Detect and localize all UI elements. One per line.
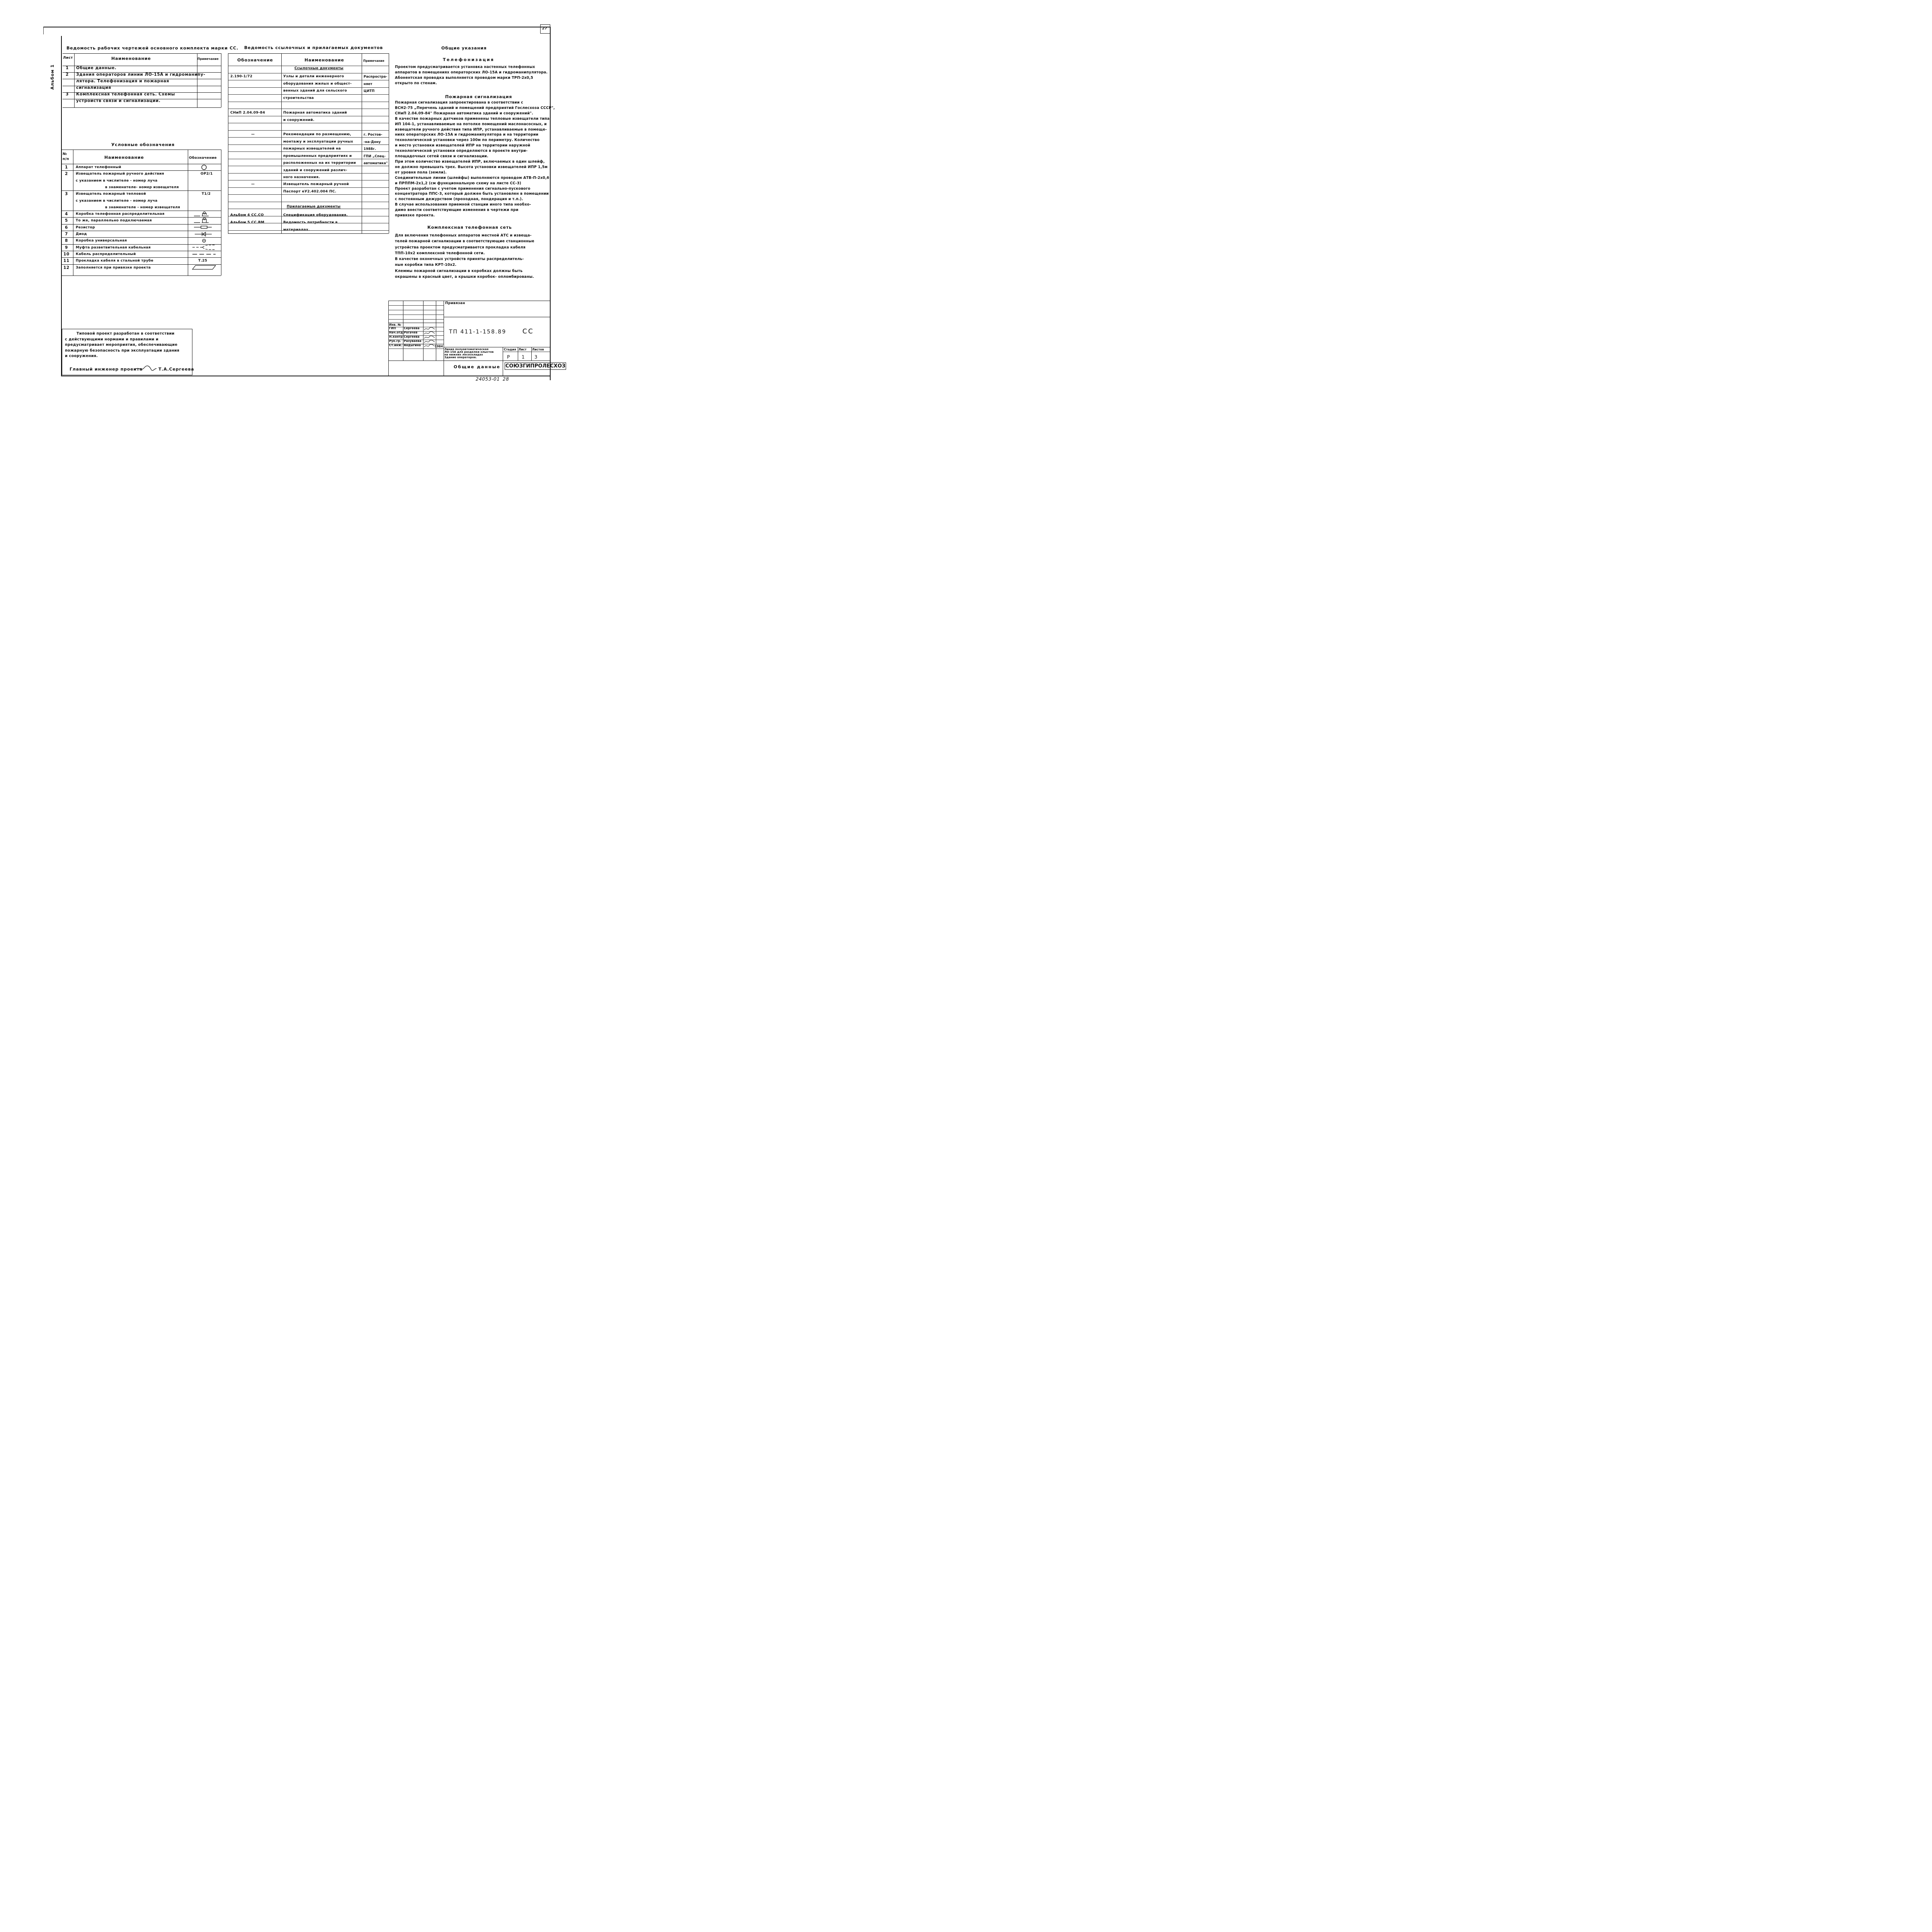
stamp-name: Сергеева: [404, 335, 420, 338]
table2-row-num: 7: [65, 232, 68, 236]
declaration-line: предусматривает мероприятия, обеспечивающие: [65, 343, 178, 347]
table2-row-text: Коробка телефонная распределительная: [76, 212, 165, 216]
table3-row-code: СНиП 2.04.09-84: [230, 111, 265, 115]
rule-line: [228, 194, 389, 195]
table2-row-text: Резистор: [76, 225, 95, 230]
table3-row-text: Извещатель пожарный ручной: [283, 182, 349, 186]
table3-row-code: Альбом 4 СС.СО: [230, 213, 264, 217]
frame-outer-left: [43, 27, 44, 34]
table3-row-text: зданий и сооружений различ-: [283, 168, 347, 172]
fire-alarm-text: Пожарная сигнализация запроектирована в соответствии с ВСН2-75 „Перечень зданий и помещений предприятий Гослесхоза СССР", СНиП 2.04.09-84" Пожарная автоматика зданий и сооружений". В качестве пожарных датчиков применены тепловые извещатели типа ИП 104-1, устанавливаемые на потолке помещений маслонасосных, и извещатели ручного действия типа ИПР, устанавливаемые в помеще- ниях операторских ЛО-15А и гидроманипулятора и на территории технологической установки через 100м по периметру. Количество и место установки извещателей ИПР на территории наружной технологической установки определяются в проекте внутри- площадочных сетей связи и сигнализации. При этом количество извещателей ИПР, включаемых в один шлейф, не должно превышать трех. Высота установки извещателей ИПР 1,5м от уровня пола (земли). Соединительные линии (шлейфы) выполняются проводом АТВ-П-2х0,6 и ПРППМ-2х1,2 (см функциональную схему на листе СС-3) Проект разработан с учетом применения сигнально-пускового концентратора ППС-3, который должен быть установлен в помещении с постоянным дежурством (проходная, пондерация и т.п.). В случае использования приемной станции иного типа необхо- димо внести соответствующие изменения в чертежи при привязке проекта.: [395, 100, 555, 218]
rule-line: [62, 170, 221, 171]
table3-row-note: -на-Дону: [364, 140, 381, 144]
table3-row-text: ного назначения.: [283, 175, 320, 179]
table3-row-text: Паспорт еУ2.402.004 ПС.: [283, 189, 337, 194]
stamp-sheet-label: Лист: [519, 348, 527, 351]
legend-symbol-text: ОР2/1: [201, 172, 213, 176]
table3-section-att: Прилагаемые документы: [287, 205, 341, 209]
general-title: Общие указания: [441, 46, 487, 51]
table2-row-num: 10: [63, 252, 70, 257]
table3-title: Ведомость ссылочных и прилагаемых документов: [244, 45, 383, 50]
stamp-object-line: Здание операторов.: [444, 356, 477, 359]
table2-row-num: 9: [65, 245, 68, 250]
stamp-mark: СС: [522, 328, 534, 335]
telephony-text: Проектом предусматривается установка настенных телефонных аппаратов в помещениях операторских ЛО-15А и гидроманипулятора. Абонентская проводка выполняется проводом марки ТРП-2х0,5 открыто по стенам.: [395, 65, 548, 85]
table3-row-text: Спецификация оборудования.: [283, 213, 348, 217]
table3-row-code: 2.190-1/72: [230, 75, 253, 78]
table3-row-text: Узлы и детали инженерного: [283, 75, 344, 78]
stamp-privyazan: Привязан: [445, 301, 465, 305]
table2-row-text: Диод: [76, 232, 87, 236]
stamp-date: 1984: [435, 345, 443, 348]
table2-row-text: Аппарат телефонный: [76, 165, 121, 169]
sheet-number: 27: [542, 27, 548, 31]
table3-row-note: няет: [364, 82, 372, 86]
table1-row-text: лятора. Телефонизация и пожарная: [76, 79, 169, 83]
chief-engineer-name: Т.А.Сергеева: [158, 367, 194, 372]
bottom-page-number: 28: [503, 376, 509, 382]
table2-row-num: 6: [65, 225, 68, 230]
stamp-stage-label: Стадия: [504, 348, 516, 351]
table2-row-num: 4: [65, 212, 68, 217]
table3-row-code: Альбом 5 СС.ВМ: [230, 221, 265, 224]
stamp-signature: [424, 344, 435, 348]
declaration-line: и сооружения.: [65, 354, 98, 358]
table1-row-text: Комплексная телефонная сеть. Схемы: [76, 92, 175, 97]
table1-row-num: 1: [66, 66, 69, 70]
rule-line: [62, 237, 221, 238]
stamp-sheets-label: Листов: [532, 348, 544, 351]
rule-line: [62, 264, 221, 265]
table3-row-text: Рекомендации по размещению,: [283, 133, 352, 136]
table1-title: Ведомость рабочих чертежей основного комплекта марки СС.: [66, 46, 239, 51]
table3-row-text: строительства: [283, 96, 314, 100]
rule-line: [62, 190, 221, 191]
table3-row-text: пожарных извещателей на: [283, 147, 341, 151]
stamp-signature: [424, 327, 435, 331]
table1-header-note: Примечание: [197, 57, 219, 61]
table2-row-num: 12: [63, 265, 70, 270]
table1-row-text: устройств связи и сигнализации.: [76, 99, 161, 103]
stamp-inv-label: Инв. №: [389, 323, 401, 327]
stamp-role: Нач.отд.: [389, 331, 404, 334]
rule-line: [228, 187, 389, 188]
table1-header-sheet: Лист: [63, 56, 73, 60]
bottom-inv-number: 24053-01: [476, 376, 500, 382]
table2-header-name: Наименование: [104, 155, 144, 160]
rule-line: [228, 230, 389, 231]
network-text: Для включения телефонных аппаратов местной АТС и извеща- телей пожарной сигнализации в соответствующие станционные устройства проектом предусматривается прокладка кабеля ТПП-10х2 комплексной телефонной сети. В качестве оконечных устройств приняты распределитель- ные коробки типа КРТ-10х2. Клеммы пожарной сигнализации в коробках должны быть окрашены в красный цвет, а крышки коробок- опломбированы.: [395, 233, 534, 279]
rule-line: [228, 87, 389, 88]
stamp-sheet-title: Общие данные: [454, 364, 501, 369]
rule-line: [228, 130, 389, 131]
stamp-signature: [424, 335, 435, 339]
table2-header-num: № п/п: [63, 152, 69, 161]
table1-row-text: Общие данные.: [76, 66, 117, 70]
table3-row-text: Ведомость потребности в: [283, 221, 338, 224]
table3-header-code: Обозначение: [237, 58, 273, 63]
stamp-signature: [424, 340, 435, 344]
stamp-role: ГИП: [389, 327, 396, 330]
rule-line: [228, 94, 389, 95]
table3-row-note: ЦИТП: [364, 89, 375, 93]
rule-line: [62, 217, 221, 218]
legend-symbol-text: Т1/2: [202, 192, 211, 196]
table2-row-num: 11: [63, 259, 70, 264]
stamp-name: Сергеева: [404, 327, 420, 330]
stamp-stage: Р: [507, 354, 510, 360]
stamp-name: Разуваева: [404, 339, 422, 343]
chief-engineer-label: Главный инженер проекта: [70, 367, 143, 372]
table3-row-code: —: [251, 182, 255, 186]
legend-symbol-text: Т.25: [198, 259, 207, 263]
stamp-name: Рогачев: [404, 331, 418, 334]
table3-row-note: г. Ростов-: [364, 133, 383, 137]
rule-line: [62, 257, 221, 258]
table2-row-text: с указанием в числителе - номер луча: [76, 199, 158, 203]
table2-row-text: Извещатель пожарный ручного действия: [76, 172, 164, 176]
rule-line: [62, 244, 221, 245]
table2-row-text: Кабель распределительный: [76, 252, 136, 256]
table3-row-text: и сооружений.: [283, 118, 315, 122]
table2-row-text: в знаменателе- номер извещателя: [105, 185, 179, 189]
table3-row-note: 1988г.: [364, 147, 376, 151]
table2-row-num: 1: [65, 165, 68, 170]
table3-row-note: автоматика": [364, 162, 388, 165]
table3-row-text: монтажу и эксплуатации ручных: [283, 139, 354, 144]
stamp-sheet: 1: [522, 354, 525, 360]
stamp-object-line: на нижних лесоскладах: [444, 353, 483, 356]
stamp-name: Андыгина: [404, 344, 421, 347]
stamp-signature: [424, 331, 435, 335]
chief-signature: [134, 365, 157, 372]
table3-header-note: Примечание: [363, 59, 384, 63]
table2-row-text: То же, параллельно подключаемая: [76, 219, 152, 223]
table2-title: Условные обозначения: [111, 142, 175, 147]
table2-row-num: 2: [65, 172, 68, 177]
table2-row-text: Коробка универсальная: [76, 239, 127, 243]
network-title: Комплексная телефонная сеть: [427, 225, 512, 230]
table2-row-text: Заполняется при привязке проекта: [76, 265, 151, 270]
table2-header-sym: Обозначение: [189, 156, 217, 160]
stamp-role: Н.контр.: [389, 335, 404, 338]
table2-row-text: Муфта разветвительная кабельная: [76, 245, 151, 250]
table3-row-text: расположенных на их территории: [283, 161, 356, 165]
declaration-line: Типовой проект разработан в соответствии: [77, 332, 175, 336]
rule-line: [228, 151, 389, 152]
table3-section-ref: Ссылочные документы: [294, 66, 344, 70]
rule-line: [228, 137, 389, 138]
stamp-org: СОЮЗГИПРОЛЕСХОЗ: [505, 363, 566, 369]
stamp-role: Рук.гр.: [389, 339, 401, 343]
table3-row-note: ГПИ „Спец-: [364, 154, 386, 158]
table3-row-text: венных зданий для сельского: [283, 89, 347, 93]
table2-row-num: 3: [65, 192, 68, 197]
telephony-title: Телефонизация: [443, 57, 495, 62]
album-side-label: Альбом 1: [50, 64, 55, 90]
fire-alarm-title: Пожарная сигнализация: [445, 94, 512, 99]
table3-row-note: Распростра-: [364, 75, 388, 79]
table1-row-text: Здания операторов линии ЛО-15А и гидроманипу-: [76, 72, 206, 77]
table1-header-name: Наименование: [111, 56, 151, 61]
stamp-doc-code: ТП 411-1-158.89: [449, 329, 507, 335]
table3-row-code: —: [251, 133, 255, 136]
stamp-sheets: 3: [534, 354, 538, 360]
table2-row-num: 5: [65, 218, 68, 223]
declaration-line: пожарную безопасность при эксплуатации здания: [65, 348, 180, 353]
declaration-line: с действующими нормами и правилами и: [65, 337, 159, 342]
stamp-role: Ст.инж.: [389, 344, 403, 347]
table3-row-text: материалах.: [283, 228, 310, 232]
table2-row-text: в знаменателе - номер извещателя: [105, 205, 180, 209]
table3-header-name: Наименование: [304, 58, 344, 63]
table3-row-text: оборудования жилых и общест-: [283, 82, 352, 86]
table2-row-text: Извещатель пожарный тепловой: [76, 192, 146, 196]
table1-row-text: сигнализация: [76, 85, 111, 90]
table1-row-num: 3: [66, 92, 69, 97]
table2-row-text: с указанием в числителе - номер луча: [76, 179, 158, 183]
table3-row-text: промышленных предприятиях и: [283, 154, 352, 158]
table1-row-num: 2: [66, 72, 69, 77]
table3-row-text: Пожарная автоматика зданий: [283, 111, 347, 115]
table2-row-text: Прокладка кабеля в стальной трубе: [76, 259, 153, 263]
table2-row-num: 8: [65, 238, 68, 243]
stamp-object-line: Линия полуавтоматическая: [444, 348, 489, 351]
stamp-object-line: ЛО-15А для разделки хлыстов: [444, 350, 494, 354]
